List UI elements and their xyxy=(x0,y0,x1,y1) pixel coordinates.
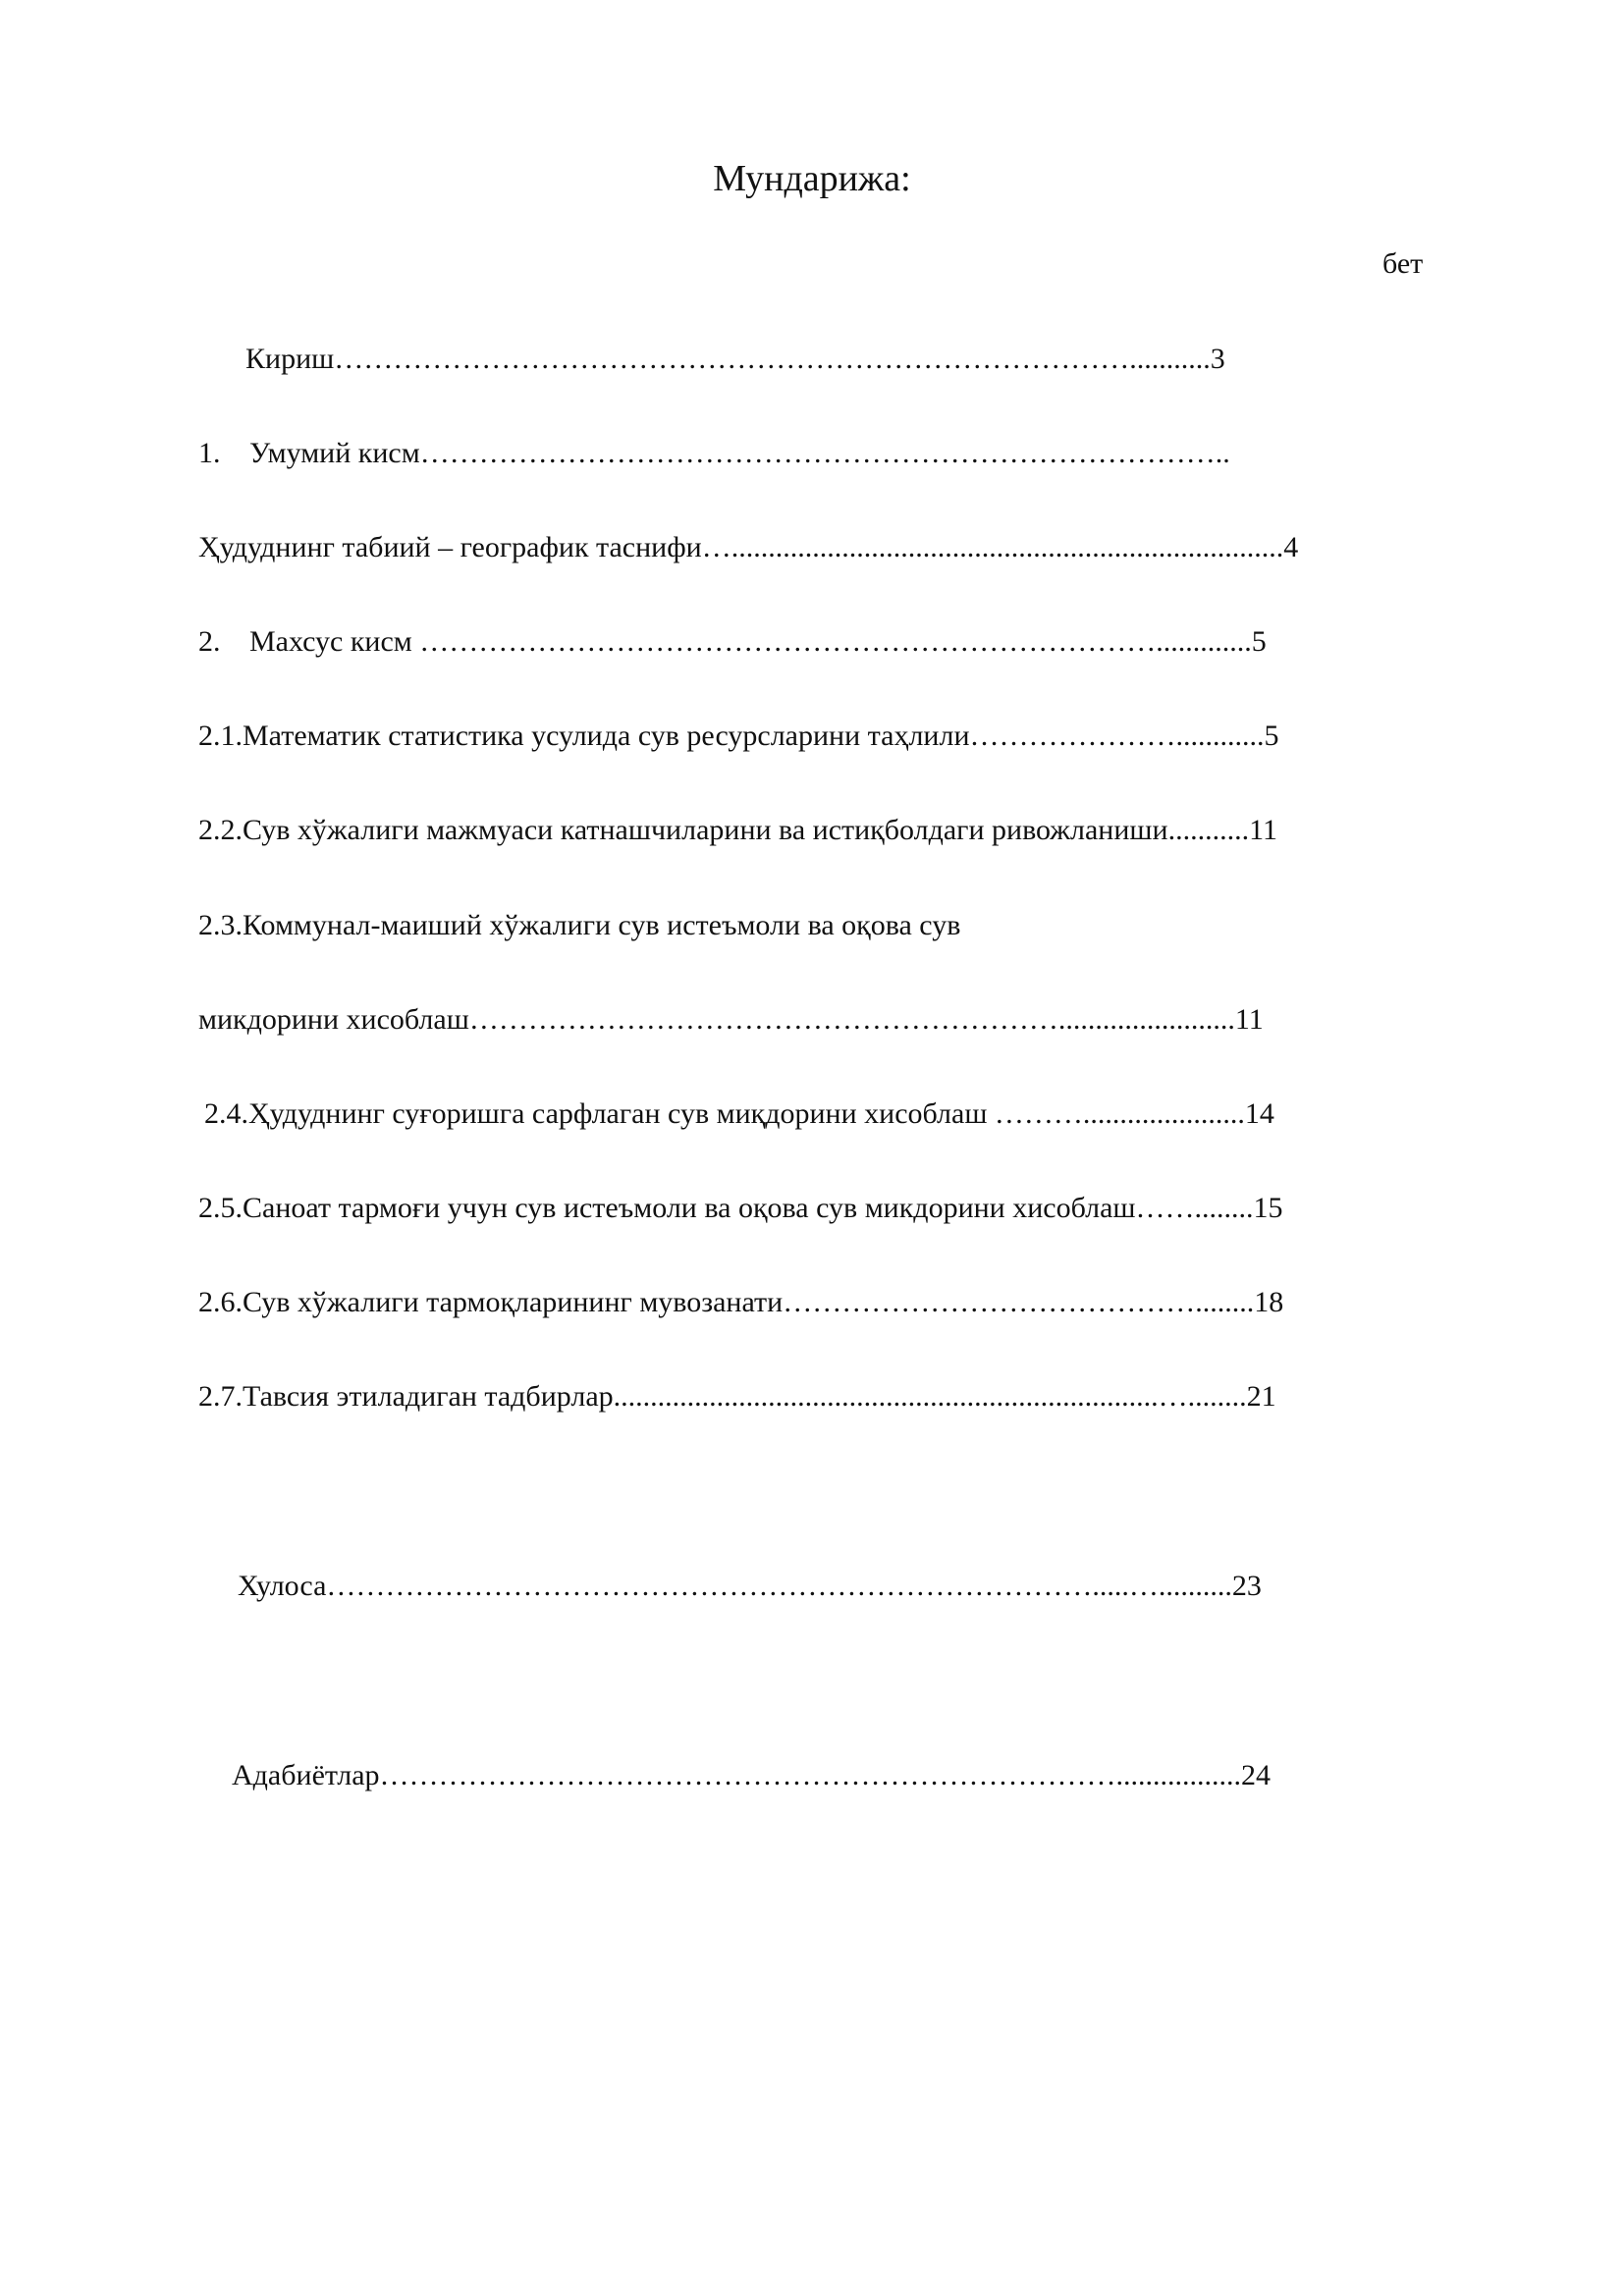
toc-entry-conclusion xyxy=(238,1569,1262,1604)
toc-entry-text: Кириш………………………………………………………………………...........3 xyxy=(245,343,1225,375)
toc-entry-text: микдорини хисоблаш……………………………………………………........................11 xyxy=(198,1003,1264,1036)
toc-entry-2-1 xyxy=(198,719,1279,754)
toc-entry-text: Хулоса…………………………………………………………………….....…..........23 xyxy=(238,1570,1262,1602)
toc-entry-geographic-description xyxy=(198,530,1298,565)
toc-entry-2-3 xyxy=(198,908,960,943)
toc-entry-references xyxy=(232,1758,1271,1793)
toc-entry-special-part xyxy=(198,624,1267,660)
toc-entry-number: 1. xyxy=(198,437,221,469)
toc-entry-text: 2.4.Ҳудуднинг суғоришга сарфлаган сув миқдорини хисоблаш ………......................14 xyxy=(204,1097,1274,1130)
toc-entry-text: 2.6.Сув хўжалиги тармоқларининг мувозанати……………………………………........18 xyxy=(198,1286,1284,1318)
toc-entry-text: 2.2.Сув хўжалиги мажмуаси катнашчиларини ва истиқболдаги ривожланиши...........11 xyxy=(198,814,1277,846)
page-title: Мундарижа: xyxy=(713,158,911,199)
toc-entry-introduction xyxy=(245,342,1225,377)
toc-entry-text: 2.5.Саноат тармоғи учун сув истеъмоли ва оқова сув микдорини хисоблаш……........15 xyxy=(198,1192,1283,1224)
page-column-label: бет xyxy=(1382,247,1424,280)
toc-entry-general-part xyxy=(198,436,1230,471)
toc-entry-2-4 xyxy=(204,1096,1274,1132)
toc-entry-2-5 xyxy=(198,1191,1283,1226)
toc-entry-number: 2. xyxy=(198,625,221,658)
toc-entry-2-6 xyxy=(198,1285,1283,1320)
toc-entry-text: Ҳудуднинг табиий – географик таснифи…...........................................................................4 xyxy=(198,531,1299,563)
toc-entry-text: 2.1.Математик статистика усулида сув ресурсларини таҳлили…………………............5 xyxy=(198,720,1279,752)
toc-entry-2-7 xyxy=(198,1379,1276,1415)
toc-entry-2-2 xyxy=(198,813,1277,848)
toc-entry-text: Адабиётлар………………………………………………………………….................24 xyxy=(232,1759,1272,1791)
toc-entry-2-3-continued xyxy=(198,1002,1264,1038)
toc-entry-text: 2.3.Коммунал-маиший хўжалиги сув истеъмоли ва оқова сув xyxy=(198,909,961,941)
toc-entry-text: Умумий кисм……………………………………………………………………….. xyxy=(249,437,1230,469)
toc-entry-text: Махсус кисм ………………………………………………………………….............5 xyxy=(249,625,1267,658)
toc-entry-text: 2.7.Тавсия этиладиган тадбирлар..........................................................................…........21 xyxy=(198,1380,1276,1413)
